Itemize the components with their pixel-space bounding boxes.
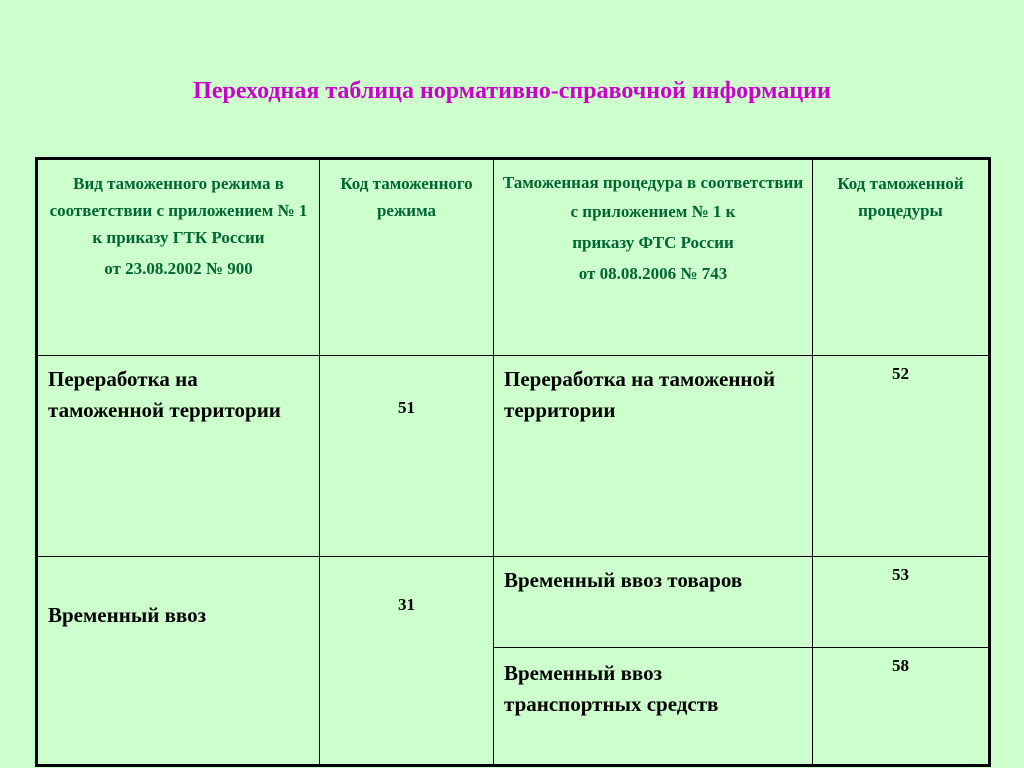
procedure-name: Переработка на таможенной территории — [494, 356, 813, 557]
procedure-code: 52 — [813, 356, 990, 557]
procedure-code: 58 — [813, 648, 990, 766]
table-row — [37, 557, 990, 648]
header-procedure-date: от 08.08.2006 № 743 — [578, 264, 728, 283]
header-regime-text: Вид таможенного режима в соответствии с приложением № 1 к приказу ГТК России — [49, 174, 308, 247]
header-procedure-code: Код таможенной процедуры — [813, 159, 990, 356]
regime-code: 51 — [320, 356, 494, 557]
procedure-code: 53 — [813, 557, 990, 648]
header-regime — [37, 159, 320, 356]
table-row — [37, 356, 990, 557]
transition-table — [35, 157, 991, 767]
header-procedure — [494, 159, 813, 356]
regime-name: Временный ввоз — [37, 557, 320, 766]
regime-name: Переработка на таможенной территории — [37, 356, 320, 557]
header-regime-order: от 23.08.2002 № 900 — [104, 259, 253, 278]
table-header-row — [37, 159, 990, 356]
slide-title: Переходная таблица нормативно-справочной информации — [193, 78, 831, 104]
header-procedure-text: Таможенная процедура в соответствии с приложением № 1 к — [502, 173, 804, 221]
header-regime-code: Код таможенного режима — [320, 159, 494, 356]
regime-code: 31 — [320, 557, 494, 766]
header-procedure-order: приказу ФТС России — [572, 233, 734, 252]
procedure-name: Временный ввоз транспортных средств — [494, 648, 813, 766]
procedure-name: Временный ввоз товаров — [494, 557, 813, 648]
